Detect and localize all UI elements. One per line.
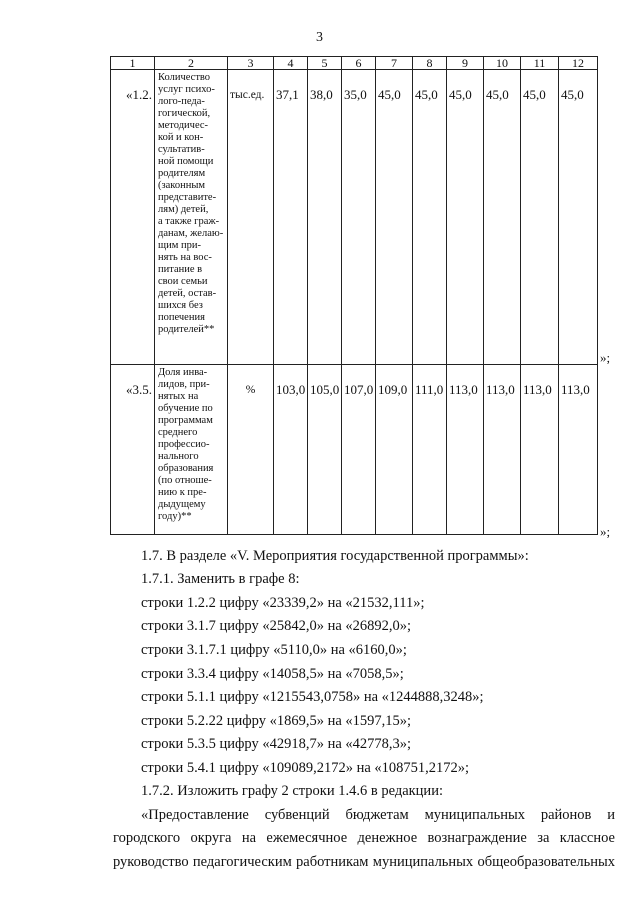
description-line: представите- <box>158 192 217 203</box>
description-line: щим при- <box>158 240 201 251</box>
description-line: нятых на <box>158 391 199 402</box>
paragraph-line: «Предоставление субвенций бюджетам муниципальных районов и <box>141 807 615 823</box>
description-line: методичес- <box>158 120 209 131</box>
table-cell: 109,0 <box>376 365 413 535</box>
text-line: 1.7.2. Изложить графу 2 строки 1.4.6 в редакции: <box>141 783 443 799</box>
paragraph-line: городского округа на ежемесячное денежное вознаграждение за классное <box>113 830 615 846</box>
table-cell: 45,0 <box>559 70 598 365</box>
column-header: 9 <box>447 57 484 70</box>
description-line: году)** <box>158 511 192 522</box>
column-header: 3 <box>228 57 274 70</box>
description-line: образования <box>158 463 214 474</box>
description-line: детей, остав- <box>158 288 217 299</box>
indicators-table <box>110 56 598 535</box>
description-line: данам, желаю- <box>158 228 224 239</box>
table-cell: 45,0 <box>521 70 559 365</box>
row-end-quote: »; <box>600 524 611 539</box>
column-header: 10 <box>484 57 521 70</box>
table-cell: 103,0 <box>274 365 308 535</box>
description-line: услуг психо- <box>158 84 215 95</box>
paragraph-line: руководство педагогическим работникам муниципальных общеобразовательных <box>113 854 615 870</box>
table-row <box>111 70 598 365</box>
description-line: среднего <box>158 427 198 438</box>
description-line: ной помощи <box>158 156 214 167</box>
column-header: 11 <box>521 57 559 70</box>
text-line: строки 5.3.5 цифру «42918,7» на «42778,3»; <box>141 736 412 752</box>
text-line: строки 5.2.22 цифру «1869,5» на «1597,15»; <box>141 713 412 729</box>
text-line: строки 3.1.7.1 цифру «5110,0» на «6160,0»; <box>141 642 407 658</box>
table-cell: 113,0 <box>447 365 484 535</box>
table-header-row <box>111 57 598 70</box>
table-cell: 105,0 <box>308 365 342 535</box>
row-code: «3.5. <box>111 365 155 535</box>
description-line: профессио- <box>158 439 210 450</box>
description-line: родителям <box>158 168 206 179</box>
table-cell: 111,0 <box>413 365 447 535</box>
column-header: 6 <box>342 57 376 70</box>
description-line: нять на вос- <box>158 252 212 263</box>
page-number: 3 <box>316 30 323 45</box>
description-line: а также граж- <box>158 216 220 227</box>
description-line: кой и кон- <box>158 132 204 143</box>
table-cell: 45,0 <box>413 70 447 365</box>
row-unit: % <box>228 365 274 535</box>
table-cell: 45,0 <box>447 70 484 365</box>
description-line: родителей** <box>158 324 215 335</box>
description-line: питание в <box>158 264 203 275</box>
table-cell: 107,0 <box>342 365 376 535</box>
description-line: лям) детей, <box>158 204 209 215</box>
row-description <box>155 365 228 535</box>
description-lines <box>158 367 224 523</box>
table-cell: 45,0 <box>376 70 413 365</box>
table-cell: 38,0 <box>308 70 342 365</box>
description-line: Доля инва- <box>158 367 208 378</box>
column-header: 1 <box>111 57 155 70</box>
row-end-quote: »; <box>600 350 611 365</box>
description-line: гогической, <box>158 108 211 119</box>
description-line: программам <box>158 415 213 426</box>
column-header: 8 <box>413 57 447 70</box>
description-line: шихся без <box>158 300 203 311</box>
text-line: строки 3.3.4 цифру «14058,5» на «7058,5»; <box>141 666 404 682</box>
description-line: дыдущему <box>158 499 206 510</box>
column-header: 5 <box>308 57 342 70</box>
description-line: (законным <box>158 180 206 191</box>
column-header: 4 <box>274 57 308 70</box>
description-line: лого-педа- <box>158 96 205 107</box>
table-cell: 45,0 <box>484 70 521 365</box>
description-line: сультатив- <box>158 144 205 155</box>
row-code: «1.2. <box>111 70 155 365</box>
text-line: 1.7. В разделе «V. Мероприятия государственной программы»: <box>141 548 529 564</box>
text-line: строки 5.4.1 цифру «109089,2172» на «108751,2172»; <box>141 760 470 776</box>
description-line: попечения <box>158 312 205 323</box>
table-cell: 37,1 <box>274 70 308 365</box>
description-lines <box>158 72 224 336</box>
row-unit: тыс.ед. <box>228 70 274 365</box>
description-line: лидов, при- <box>158 379 210 390</box>
text-line: строки 1.2.2 цифру «23339,2» на «21532,111»; <box>141 595 425 611</box>
description-line: (по отноше- <box>158 475 212 486</box>
table-cell: 113,0 <box>484 365 521 535</box>
table-cell: 113,0 <box>521 365 559 535</box>
column-header: 7 <box>376 57 413 70</box>
description-line: Количество <box>158 72 211 83</box>
description-line: нию к пре- <box>158 487 207 498</box>
column-header: 12 <box>559 57 598 70</box>
table-row <box>111 365 598 535</box>
table-cell: 35,0 <box>342 70 376 365</box>
text-line: строки 5.1.1 цифру «1215543,0758» на «1244888,3248»; <box>141 689 484 705</box>
description-line: свои семьи <box>158 276 208 287</box>
text-line: строки 3.1.7 цифру «25842,0» на «26892,0»; <box>141 618 412 634</box>
text-line: 1.7.1. Заменить в графе 8: <box>141 571 300 587</box>
row-description <box>155 70 228 365</box>
table-cell: 113,0 <box>559 365 598 535</box>
description-line: нального <box>158 451 199 462</box>
description-line: обучение по <box>158 403 213 414</box>
column-header: 2 <box>155 57 228 70</box>
